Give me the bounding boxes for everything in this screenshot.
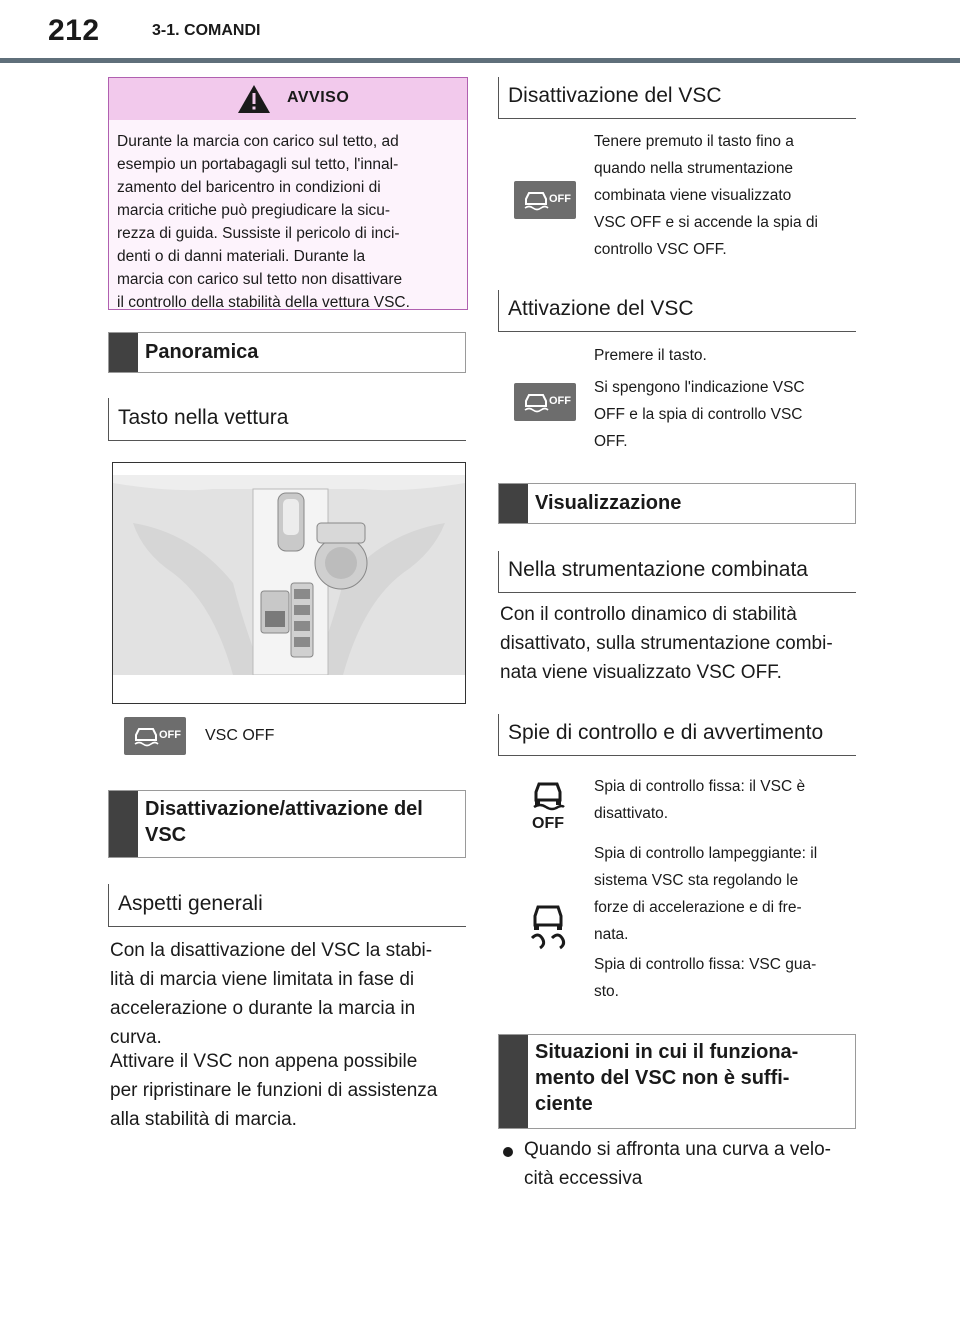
paragraph-general-1: Con la disattivazione del VSC la stabi- lità di marcia viene limitata in fase di accelerazione o durante la marcia in curva. [110,940,433,1048]
center-console-image [113,463,465,703]
section-display: Visualizzazione [498,483,856,524]
warning-header [109,78,467,120]
subheading-button: Tasto nella vettura [108,398,466,441]
deactivate-text: Tenere premuto il tasto fino a quando nella strumentazione combinata viene visualizzato VSC OFF e si accende la spia di controllo VSC OFF. [594,133,818,258]
subheading-activate: Attivazione del VSC [498,290,856,332]
cluster-text: Con il controllo dinamico di stabilità disattivato, sulla strumentazione combi- nata viene visualizzato VSC OFF. [500,604,833,683]
section-overview: Panoramica [108,332,466,373]
subheading-cluster: Nella strumentazione combinata [498,551,856,593]
console-illustration [112,462,466,704]
warning-triangle-icon [237,84,271,114]
header-rule [0,58,960,63]
section-insufficient: Situazioni in cui il funziona- mento del VSC non è suffi- ciente [498,1034,856,1129]
bullet-text: Quando si affronta una curva a velo- cità eccessiva [524,1139,832,1189]
lamp3-text: Spia di controllo fissa: VSC gua- sto. [594,956,817,1000]
section-toggle: Disattivazione/attivazione del VSC [108,790,466,858]
activate-text: Si spengono l'indicazione VSC OFF e la spia di controllo VSC OFF. [594,379,805,450]
page-header [0,0,960,62]
vsc-off-lamp-icon [528,776,568,830]
svg-text:OFF: OFF [532,815,564,830]
subheading-deactivate: Disattivazione del VSC [498,77,856,119]
chapter-title: 3-1. COMANDI [152,22,261,39]
warning-title: AVVISO [287,89,350,106]
subheading-lamps: Spie di controllo e di avvertimento [498,714,856,756]
car-skid-icon [132,724,160,748]
paragraph-general-2: Attivare il VSC non appena possibile per ripristinare le funzioni di assistenza alla stabilità di marcia. [110,1051,438,1130]
lamp1-text: Spia di controllo fissa: il VSC è disattivato. [594,778,806,822]
activate-instruction: Premere il tasto. [594,347,707,364]
vsc-active-lamp-icon [526,900,570,956]
subheading-general: Aspetti generali [108,884,466,927]
vsc-off-button-icon: OFF [124,717,186,755]
vsc-off-button-icon-activate: OFF [514,383,576,421]
vsc-off-button-icon-deactivate: OFF [514,181,576,219]
lamp2-text: Spia di controllo lampeggiante: il sistema VSC sta regolando le forze di accelerazione e di fre- nata. [594,845,818,943]
warning-box [108,77,468,310]
bullet-dot [503,1147,513,1157]
button-caption: VSC OFF [205,727,275,744]
car-skid-icon [522,390,550,414]
warning-text: Durante la marcia con carico sul tetto, ad esempio un portabagagli sul tetto, l'innal- zamento del baricentro in condizioni di marcia critiche può pregiudicare la sicu- rezza di guida. Sussiste il pericolo di inci- denti o di danni materiali. Durante la marcia con carico sul tetto non disattivare il controllo della stabilità della vettura VSC. [109,120,467,309]
page-number: 212 [48,14,100,47]
car-skid-icon [522,188,550,212]
